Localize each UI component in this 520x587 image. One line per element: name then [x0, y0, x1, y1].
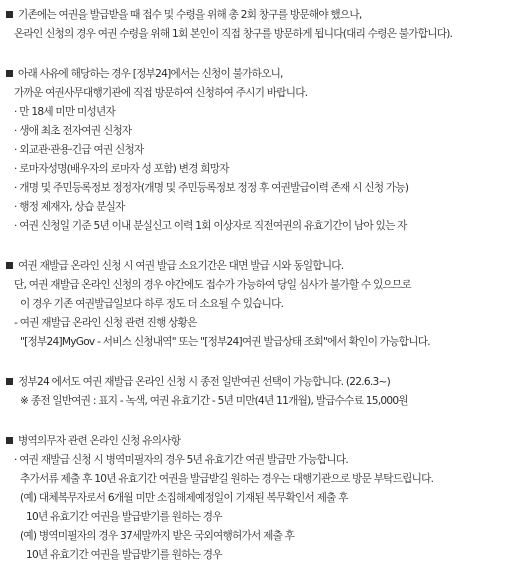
list-item: · 로마자성명(배우자의 로마자 성 포함) 변경 희망자 [14, 163, 229, 175]
body-line: (예) 대체복무자로서 6개월 미만 소집해제예정일이 기재된 복무확인서 제출 후 [20, 492, 348, 504]
list-item: · 외교관·관용·긴급 여권 신청자 [14, 144, 144, 156]
section-heading: 아래 사유에 해당하는 경우 [정부24]에서는 신청이 불가하오니, [18, 68, 283, 80]
square-bullet-icon [6, 378, 13, 385]
notice-section-military [6, 432, 520, 565]
section-heading: 정부24 에서도 여권 재발급 온라인 신청 시 종전 일반여권 선택이 가능합니다. (22.6.3~) [18, 376, 390, 388]
section-heading: 병역의무자 관련 온라인 신청 유의사항 [18, 435, 181, 447]
section-heading: 여권 재발급 온라인 신청 시 여권 발급 소요기간은 대면 발급 시와 동일합니다. [18, 260, 344, 272]
section-heading: 기존에는 여권을 발급받을 때 접수 및 수령을 위해 총 2회 창구를 방문해야 했으나, [18, 9, 362, 21]
body-line: "[정부24]MyGov - 서비스 신청내역" 또는 "[정부24]여권 발급상태 조회"에서 확인이 가능합니다. [20, 336, 430, 348]
square-bullet-icon [6, 11, 13, 18]
body-line: 이 경우 기존 여권발급일보다 하루 정도 더 소요될 수 있습니다. [20, 298, 284, 310]
body-line: - 여권 재발급 온라인 신청 관련 진행 상황은 [14, 317, 197, 329]
body-line: 가까운 여권사무대행기관에 직접 방문하여 신청하여 주시기 바랍니다. [14, 87, 308, 99]
list-item: · 행정 제재자, 상습 분실자 [14, 201, 125, 213]
notice-section-visit-count [6, 6, 520, 44]
body-line: 10년 유효기간 여권을 발급받기를 원하는 경우 [26, 549, 222, 561]
notice-section-processing-time [6, 257, 520, 352]
square-bullet-icon [6, 70, 13, 77]
notice-section-legacy-passport [6, 373, 520, 411]
body-line: 추가서류 제출 후 10년 유효기간 여권을 발급받길 원하는 경우는 대행기관으로 방문 부탁드립니다. [20, 473, 434, 485]
list-item: · 여권 재발급 신청 시 병역미필자의 경우 5년 유효기간 여권 발급만 가능합니다. [14, 454, 349, 466]
notice-section-ineligible [6, 65, 520, 236]
square-bullet-icon [6, 437, 13, 444]
list-item: · 만 18세 미만 미성년자 [14, 106, 115, 118]
square-bullet-icon [6, 262, 13, 269]
list-item: · 생애 최초 전자여권 신청자 [14, 125, 132, 137]
body-line: 온라인 신청의 경우 여권 수령을 위해 1회 본인이 직접 창구를 방문하게 됩니다(대리 수령은 불가합니다). [14, 28, 453, 40]
body-line: 단, 여권 재발급 온라인 신청의 경우 야간에도 접수가 가능하여 당일 심사가 불가할 수 있으므로 [14, 279, 412, 291]
body-line: ※ 종전 일반여권 : 표지 - 녹색, 여권 유효기간 - 5년 미만(4년 11개월), 발급수수료 15,000원 [20, 395, 408, 407]
list-item: · 개명 및 주민등록정보 정정자(개명 및 주민등록정보 정정 후 여권발급이력 존재 시 신청 가능) [14, 182, 409, 194]
body-line: 10년 유효기간 여권을 발급받기를 원하는 경우 [26, 511, 222, 523]
list-item: · 여권 신청일 기준 5년 이내 분실신고 이력 1회 이상자로 직전여권의 유효기간이 남아 있는 자 [14, 220, 407, 232]
body-line: (예) 병역미필자의 경우 37세말까지 받은 국외여행허가서 제출 후 [20, 530, 295, 542]
